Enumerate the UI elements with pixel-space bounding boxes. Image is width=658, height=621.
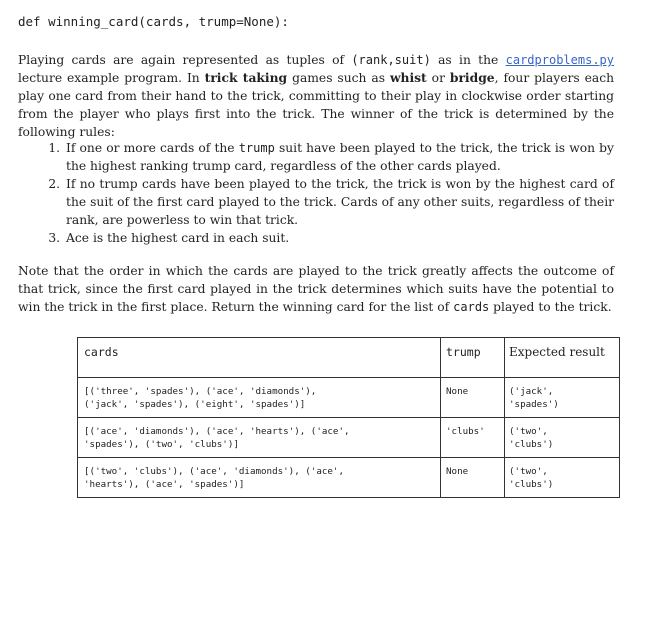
cards-cell: [('three', 'spades'), ('ace', 'diamonds'), ('jack', 'spades'), ('eight', 'spades')] [78, 378, 441, 418]
function-signature: def winning_card(cards, trump=None): [18, 14, 289, 29]
cards-cell: [('ace', 'diamonds'), ('ace', 'hearts'), ('ace', 'spades'), ('two', 'clubs')] [78, 418, 441, 458]
trick-taking-term: trick taking [204, 70, 288, 85]
bridge-term: bridge [449, 70, 495, 85]
intro-paragraph [18, 51, 614, 141]
rule-item: 3. Ace is the highest card in each suit. [64, 229, 614, 247]
examples-table [77, 337, 620, 498]
rank-suit-code: (rank,suit) [351, 53, 431, 67]
rule-text: suit have been played to the trick, the trick is won by the highest ranking trump card, regardless of the other cards played. [66, 141, 615, 173]
table-header-row [78, 338, 620, 378]
trump-code: trump [238, 141, 275, 155]
intro-text: , four players each play one card from their hand to the trick, committing to their play in clockwise order starting from the player who plays first into the trick. The winner of the trick is determined by the following rules: [18, 71, 615, 139]
intro-text: games such as [287, 71, 390, 85]
intro-text: as in the [430, 53, 506, 67]
note-text: played to the trick. [489, 300, 612, 314]
rules-list [18, 139, 614, 247]
table-row [78, 418, 620, 458]
cards-code: cards [453, 300, 490, 314]
rule-item [64, 139, 614, 175]
intro-text: Playing cards are again represented as tuples of [18, 53, 352, 67]
expected-cell: ('jack', 'spades') [505, 378, 620, 418]
cardproblems-link[interactable]: cardproblems.py [505, 53, 614, 67]
rule-item: 2. If no trump cards have been played to the trick, the trick is won by the highest card of the suit of the first card played to the trick. Cards of any other suits, regardless of their rank, are powerless to win that trick. [64, 175, 614, 229]
expected-cell: ('two', 'clubs') [505, 418, 620, 458]
expected-cell: ('two', 'clubs') [505, 458, 620, 498]
rule-text: If one or more cards of the [66, 141, 239, 155]
header-expected: Expected result [505, 338, 620, 378]
whist-term: whist [389, 70, 427, 85]
intro-text: or [426, 71, 450, 85]
cards-cell: [('two', 'clubs'), ('ace', 'diamonds'), ('ace', 'hearts'), ('ace', 'spades')] [78, 458, 441, 498]
trump-cell: 'clubs' [441, 418, 505, 458]
table-row [78, 378, 620, 418]
note-text: Note that the order in which the cards are played to the trick greatly affects the outcome of that trick, since the first card played in the trick determines which suits have the potential to win the trick in the first place. Return the winning card for the list of [18, 264, 614, 314]
intro-text: lecture example program. In [18, 71, 205, 85]
table-row [78, 458, 620, 498]
trump-cell: None [441, 458, 505, 498]
trump-cell: None [441, 378, 505, 418]
header-cards: cards [78, 338, 441, 378]
header-trump: trump [441, 338, 505, 378]
note-paragraph [18, 262, 614, 316]
